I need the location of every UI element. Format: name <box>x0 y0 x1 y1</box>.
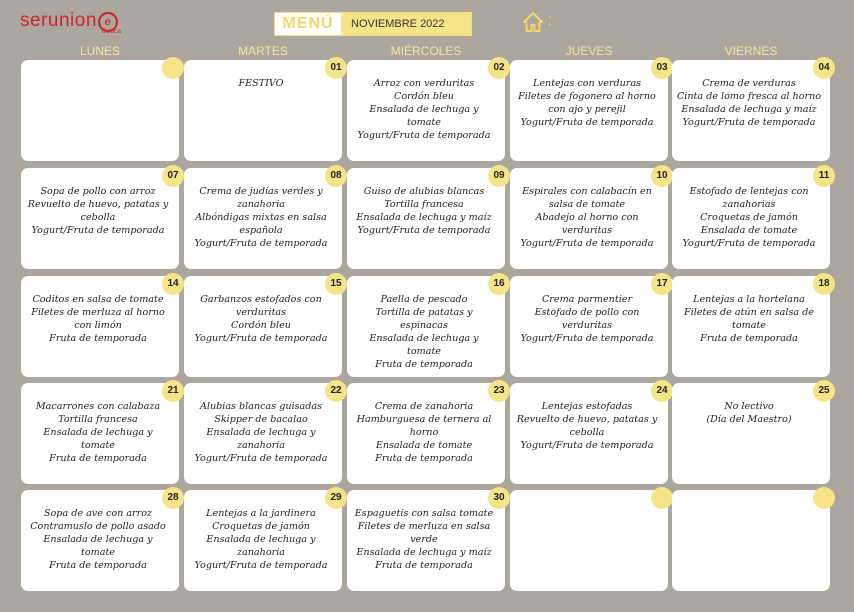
menu-item: Yogurt/Fruta de temporada <box>194 333 328 344</box>
menu-items <box>25 400 171 465</box>
day-number: 23 <box>488 380 510 402</box>
day-number: 30 <box>488 487 510 509</box>
day-cell <box>510 490 668 591</box>
menu-item: Albóndigas mixtas en salsa española <box>195 212 327 236</box>
day-cell <box>672 276 830 377</box>
menu-item: Filetes de merluza al horno con limón <box>31 307 165 331</box>
menu-item: Sopa de ave con arroz <box>43 508 153 519</box>
menu-items <box>25 507 171 572</box>
day-number: 25 <box>813 380 835 402</box>
menu-item: Filetes de merluza en salsa verde <box>357 521 491 545</box>
day-cell <box>184 168 342 269</box>
brand-mark: e <box>98 12 118 32</box>
day-number: 17 <box>651 273 673 295</box>
day-header-1: MARTES <box>238 44 288 58</box>
menu-item: Revuelto de huevo, patatas y cebolla <box>516 414 658 438</box>
day-cell <box>21 60 179 161</box>
menu-item: Macarrones con calabaza <box>35 401 161 412</box>
day-cell <box>347 168 505 269</box>
menu-items <box>25 185 171 237</box>
menu-item: FESTIVO <box>238 78 284 89</box>
day-number: 01 <box>325 57 347 79</box>
menu-items <box>188 185 334 250</box>
menu-item: Lentejas con verduras <box>532 78 642 89</box>
menu-item: Yogurt/Fruta de temporada <box>357 225 491 236</box>
menu-item: Abadejo al horno con verduritas <box>535 212 639 236</box>
day-number: 29 <box>325 487 347 509</box>
menu-item: Crema de verduras <box>702 78 796 89</box>
menu-item: Alubias blancas guisadas <box>199 401 323 412</box>
menu-item: Fruta de temporada <box>375 453 473 464</box>
menu-items <box>25 293 171 345</box>
menu-item: Espaguetis con salsa tomate <box>354 508 494 519</box>
menu-items <box>188 400 334 465</box>
menu-item: Garbanzos estofados con verduritas <box>200 294 322 318</box>
menu-item: Tortilla francesa <box>384 199 464 210</box>
day-number: 11 <box>813 165 835 187</box>
menu-items <box>676 185 822 250</box>
menu-item: Fruta de temporada <box>49 560 147 571</box>
menu-item: Cordón bleu <box>231 320 291 331</box>
menu-items <box>514 185 660 250</box>
menu-item: Yogurt/Fruta de temporada <box>357 130 491 141</box>
day-number: 03 <box>651 57 673 79</box>
menu-item: Arroz con verduritas <box>373 78 475 89</box>
day-cell <box>21 168 179 269</box>
menu-item: Ensalada de lechuga y zanahoria <box>206 534 316 558</box>
day-cell <box>21 276 179 377</box>
menu-item: Paella de pescado <box>380 294 468 305</box>
day-number: 07 <box>162 165 184 187</box>
menu-item: Lentejas a la hortelana <box>693 294 805 305</box>
menu-item: Lentejas estofadas <box>541 401 633 412</box>
menu-item: Ensalada de lechuga y zanahoria <box>206 427 316 451</box>
menu-item: Fruta de temporada <box>49 453 147 464</box>
day-cell <box>184 276 342 377</box>
menu-item: Yogurt/Fruta de temporada <box>520 440 654 451</box>
menu-item: Fruta de temporada <box>375 359 473 370</box>
day-cell <box>510 383 668 484</box>
menu-item: Lentejas a la jardinera <box>206 508 316 519</box>
menu-item: Fruta de temporada <box>49 333 147 344</box>
day-number: 02 <box>488 57 510 79</box>
menu-item: Estofado de pollo con verduritas <box>534 307 640 331</box>
menu-item: Cinta de lomo fresca al horno <box>676 91 822 102</box>
menu-items <box>676 293 822 345</box>
day-number: 18 <box>813 273 835 295</box>
day-number: 22 <box>325 380 347 402</box>
menu-items <box>351 77 497 142</box>
day-header-0: LUNES <box>79 44 120 58</box>
day-number: 21 <box>162 380 184 402</box>
menu-items <box>351 400 497 465</box>
day-cell <box>510 168 668 269</box>
day-cell <box>672 168 830 269</box>
menu-item: Crema de judías verdes y zanahoria <box>199 186 323 210</box>
menu-item: Contramuslo de pollo asado <box>30 521 166 532</box>
menu-items <box>676 77 822 129</box>
menu-items <box>188 77 334 90</box>
day-cell <box>672 490 830 591</box>
menu-item: Ensalada de tomate <box>375 440 473 451</box>
menu-items <box>351 185 497 237</box>
menu-item: Estofado de lentejas con zanahorias <box>689 186 809 210</box>
day-number <box>813 487 835 509</box>
menu-items <box>514 293 660 345</box>
home-link[interactable] <box>523 12 553 34</box>
menu-items <box>676 400 822 426</box>
menu-items <box>188 507 334 572</box>
menu-item: Crema parmentier <box>541 294 633 305</box>
menu-item: Ensalada de lechuga y maíz <box>356 212 492 223</box>
brand-name: serunion <box>20 10 97 31</box>
menu-item: Yogurt/Fruta de temporada <box>194 238 328 249</box>
day-cell <box>510 276 668 377</box>
menu-item: Sopa de pollo con arroz <box>40 186 156 197</box>
menu-item: Ensalada de lechuga y tomate <box>43 427 153 451</box>
menu-item: Filetes de fogonero al horno con ajo y perejil <box>518 91 656 115</box>
menu-title: MENÚ <box>282 15 334 32</box>
menu-item: Ensalada de lechuga y tomate <box>369 333 479 357</box>
day-cell <box>347 490 505 591</box>
day-number: 16 <box>488 273 510 295</box>
day-number: 24 <box>651 380 673 402</box>
day-number <box>651 487 673 509</box>
menu-item: Ensalada de lechuga y tomate <box>369 104 479 128</box>
day-number <box>162 57 184 79</box>
menu-item: Yogurt/Fruta de temporada <box>194 560 328 571</box>
menu-item: (Día del Maestro) <box>706 414 792 425</box>
day-number: 04 <box>813 57 835 79</box>
day-header-4: VIERNES <box>724 44 778 58</box>
day-number: 09 <box>488 165 510 187</box>
day-number: 08 <box>325 165 347 187</box>
menu-item: Yogurt/Fruta de temporada <box>520 117 654 128</box>
day-cell <box>184 383 342 484</box>
day-number: 15 <box>325 273 347 295</box>
day-cell <box>672 60 830 161</box>
day-cell <box>347 276 505 377</box>
menu-items <box>188 293 334 345</box>
menu-item: Croquetas de jamón <box>700 212 798 223</box>
day-cell <box>510 60 668 161</box>
menu-item: Ensalada de lechuga y maíz <box>356 547 492 558</box>
menu-item: Ensalada de lechuga y tomate <box>43 534 153 558</box>
menu-item: Espirales con calabacín en salsa de tomate <box>522 186 652 210</box>
menu-month: NOVIEMBRE 2022 <box>341 13 471 35</box>
day-cell <box>21 383 179 484</box>
menu-item: Fruta de temporada <box>375 560 473 571</box>
menu-item: Filetes de atún en salsa de tomate <box>684 307 814 331</box>
menu-item: Hamburguesa de ternera al horno <box>356 414 492 438</box>
menu-items <box>351 293 497 371</box>
menu-item: Tortilla francesa <box>58 414 138 425</box>
menu-items <box>514 77 660 129</box>
menu-item: Skipper de bacalao <box>214 414 308 425</box>
day-cell <box>184 490 342 591</box>
menu-item: No lectivo <box>724 401 774 412</box>
day-cell <box>347 60 505 161</box>
day-header-2: MIÉRCOLES <box>390 44 462 58</box>
day-number: 10 <box>651 165 673 187</box>
menu-items <box>514 400 660 452</box>
menu-item: Yogurt/Fruta de temporada <box>682 117 816 128</box>
menu-items <box>351 507 497 572</box>
menu-item: Yogurt/Fruta de temporada <box>520 238 654 249</box>
menu-item: Ensalada de tomate <box>700 225 798 236</box>
day-header-3: JUEVES <box>565 44 613 58</box>
day-cell <box>347 383 505 484</box>
menu-item: Guiso de alubias blancas <box>363 186 485 197</box>
menu-item: Yogurt/Fruta de temporada <box>194 453 328 464</box>
serunion-logo <box>20 10 122 35</box>
menu-item: Revuelto de huevo, patatas y cebolla <box>27 199 169 223</box>
day-cell <box>184 60 342 161</box>
menu-item: Fruta de temporada <box>700 333 798 344</box>
home-icon <box>523 12 547 29</box>
menu-item: Coditos en salsa de tomate <box>32 294 164 305</box>
menu-item: Croquetas de jamón <box>212 521 310 532</box>
brand-sub: Educa <box>102 29 122 35</box>
day-number: 28 <box>162 487 184 509</box>
day-number: 14 <box>162 273 184 295</box>
menu-header <box>274 12 472 36</box>
day-cell <box>21 490 179 591</box>
menu-item: Tortilla de patatas y espinacas <box>375 307 473 331</box>
home-suffix: : <box>547 12 552 29</box>
menu-item: Yogurt/Fruta de temporada <box>520 333 654 344</box>
menu-item: Yogurt/Fruta de temporada <box>31 225 165 236</box>
menu-item: Cordón bleu <box>394 91 454 102</box>
menu-item: Yogurt/Fruta de temporada <box>682 238 816 249</box>
day-cell <box>672 383 830 484</box>
menu-item: Crema de zanahoria <box>374 401 474 412</box>
menu-item: Ensalada de lechuga y maíz <box>681 104 817 115</box>
